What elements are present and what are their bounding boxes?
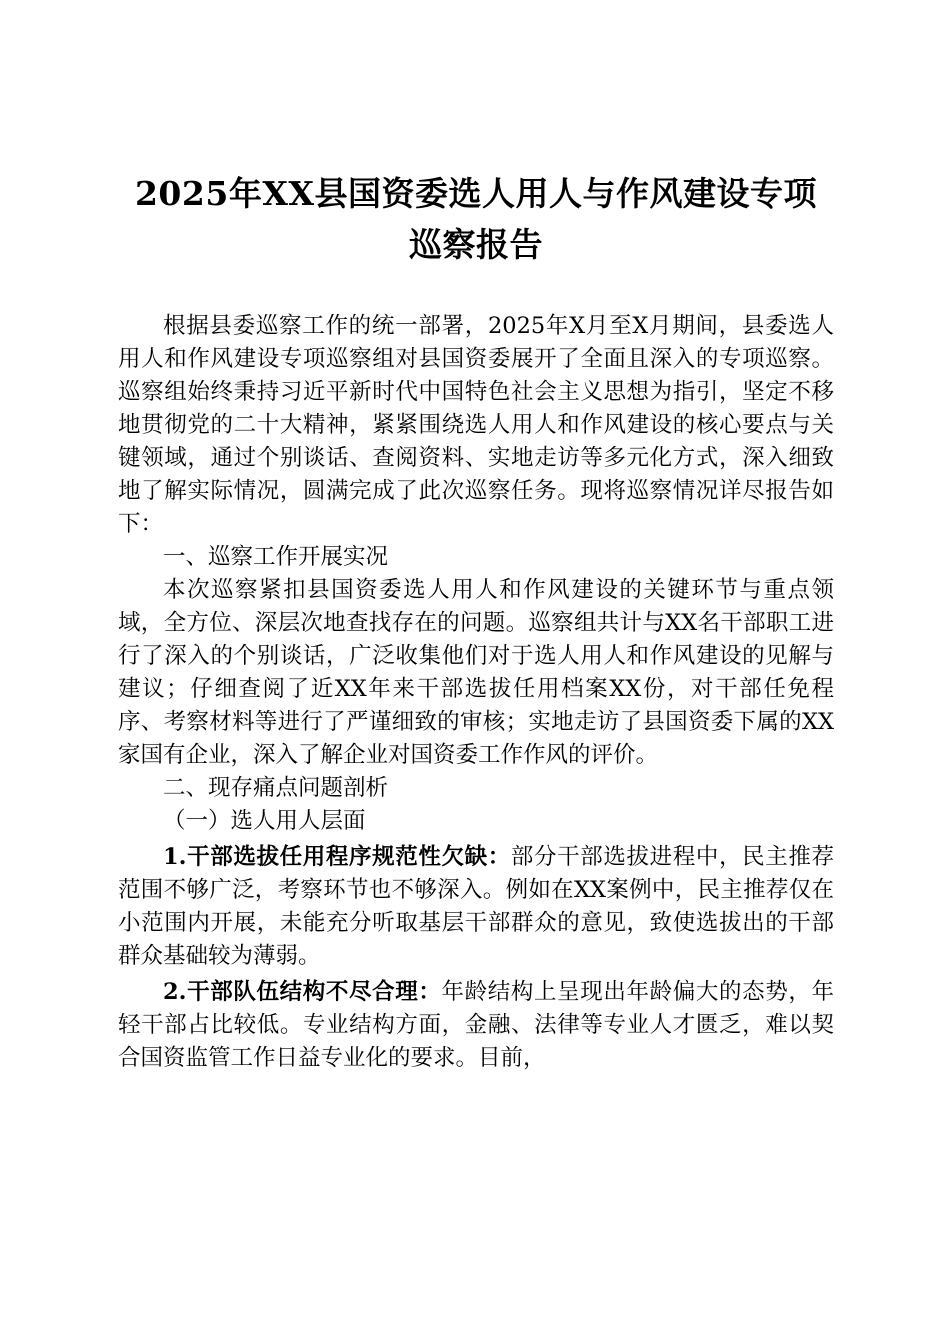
item-2-lead: 2.干部队伍结构不尽合理： (163, 979, 442, 1005)
item-1-body: 部分干部选拔进程中，民主推荐范围不够广泛，考察环节也不够深入。例如在XX案例中，民主推荐仅在小范围内开展，未能充分听取基层干部群众的意见，致使选拔出的干部群众基础较为薄弱。 (118, 844, 834, 969)
item-1-lead: 1.干部选拔任用程序规范性欠缺： (163, 844, 511, 870)
item-2-body: 年龄结构上呈现出年龄偏大的态势，年轻干部占比较低。专业结构方面，金融、法律等专业人才匮乏，难以契合国资监管工作日益专业化的要求。目前， (118, 979, 834, 1071)
item-2-paragraph (118, 976, 834, 1075)
item-1-paragraph (118, 841, 834, 973)
title-line-2: 巡察报告 (409, 225, 543, 264)
intro-paragraph: 根据县委巡察工作的统一部署，2025年X月至X月期间，县委选人用人和作风建设专项巡察组对县国资委展开了全面且深入的专项巡察。巡察组始终秉持习近平新时代中国特色社会主义思想为指引，坚定不移地贯彻党的二十大精神，紧紧围绕选人用人和作风建设的核心要点与关键领域，通过个别谈话、查阅资料、实地走访等多元化方式，深入细致地了解实际情况，圆满完成了此次巡察任务。现将巡察情况详尽报告如下： (118, 313, 834, 537)
title-line-1: 2025年XX县国资委选人用人与作风建设专项 (134, 174, 818, 213)
document-title (118, 168, 834, 270)
section-1-heading: 一、巡察工作开展实况 (163, 544, 389, 570)
subsection-1-heading: （一）选人用人层面 (163, 808, 366, 834)
section-1-paragraph: 本次巡察紧扣县国资委选人用人和作风建设的关键环节与重点领域，全方位、深层次地查找存在的问题。巡察组共计与XX名干部职工进行了深入的个别谈话，广泛收集他们对于选人用人和作风建设的见解与建议；仔细查阅了近XX年来干部选拔任用档案XX份，对干部任免程序、考察材料等进行了严谨细致的审核；实地走访了县国资委下属的XX家国有企业，深入了解企业对国资委工作作风的评价。 (118, 577, 834, 768)
section-2-heading: 二、现存痛点问题剖析 (163, 775, 389, 801)
document-page (118, 168, 834, 1075)
